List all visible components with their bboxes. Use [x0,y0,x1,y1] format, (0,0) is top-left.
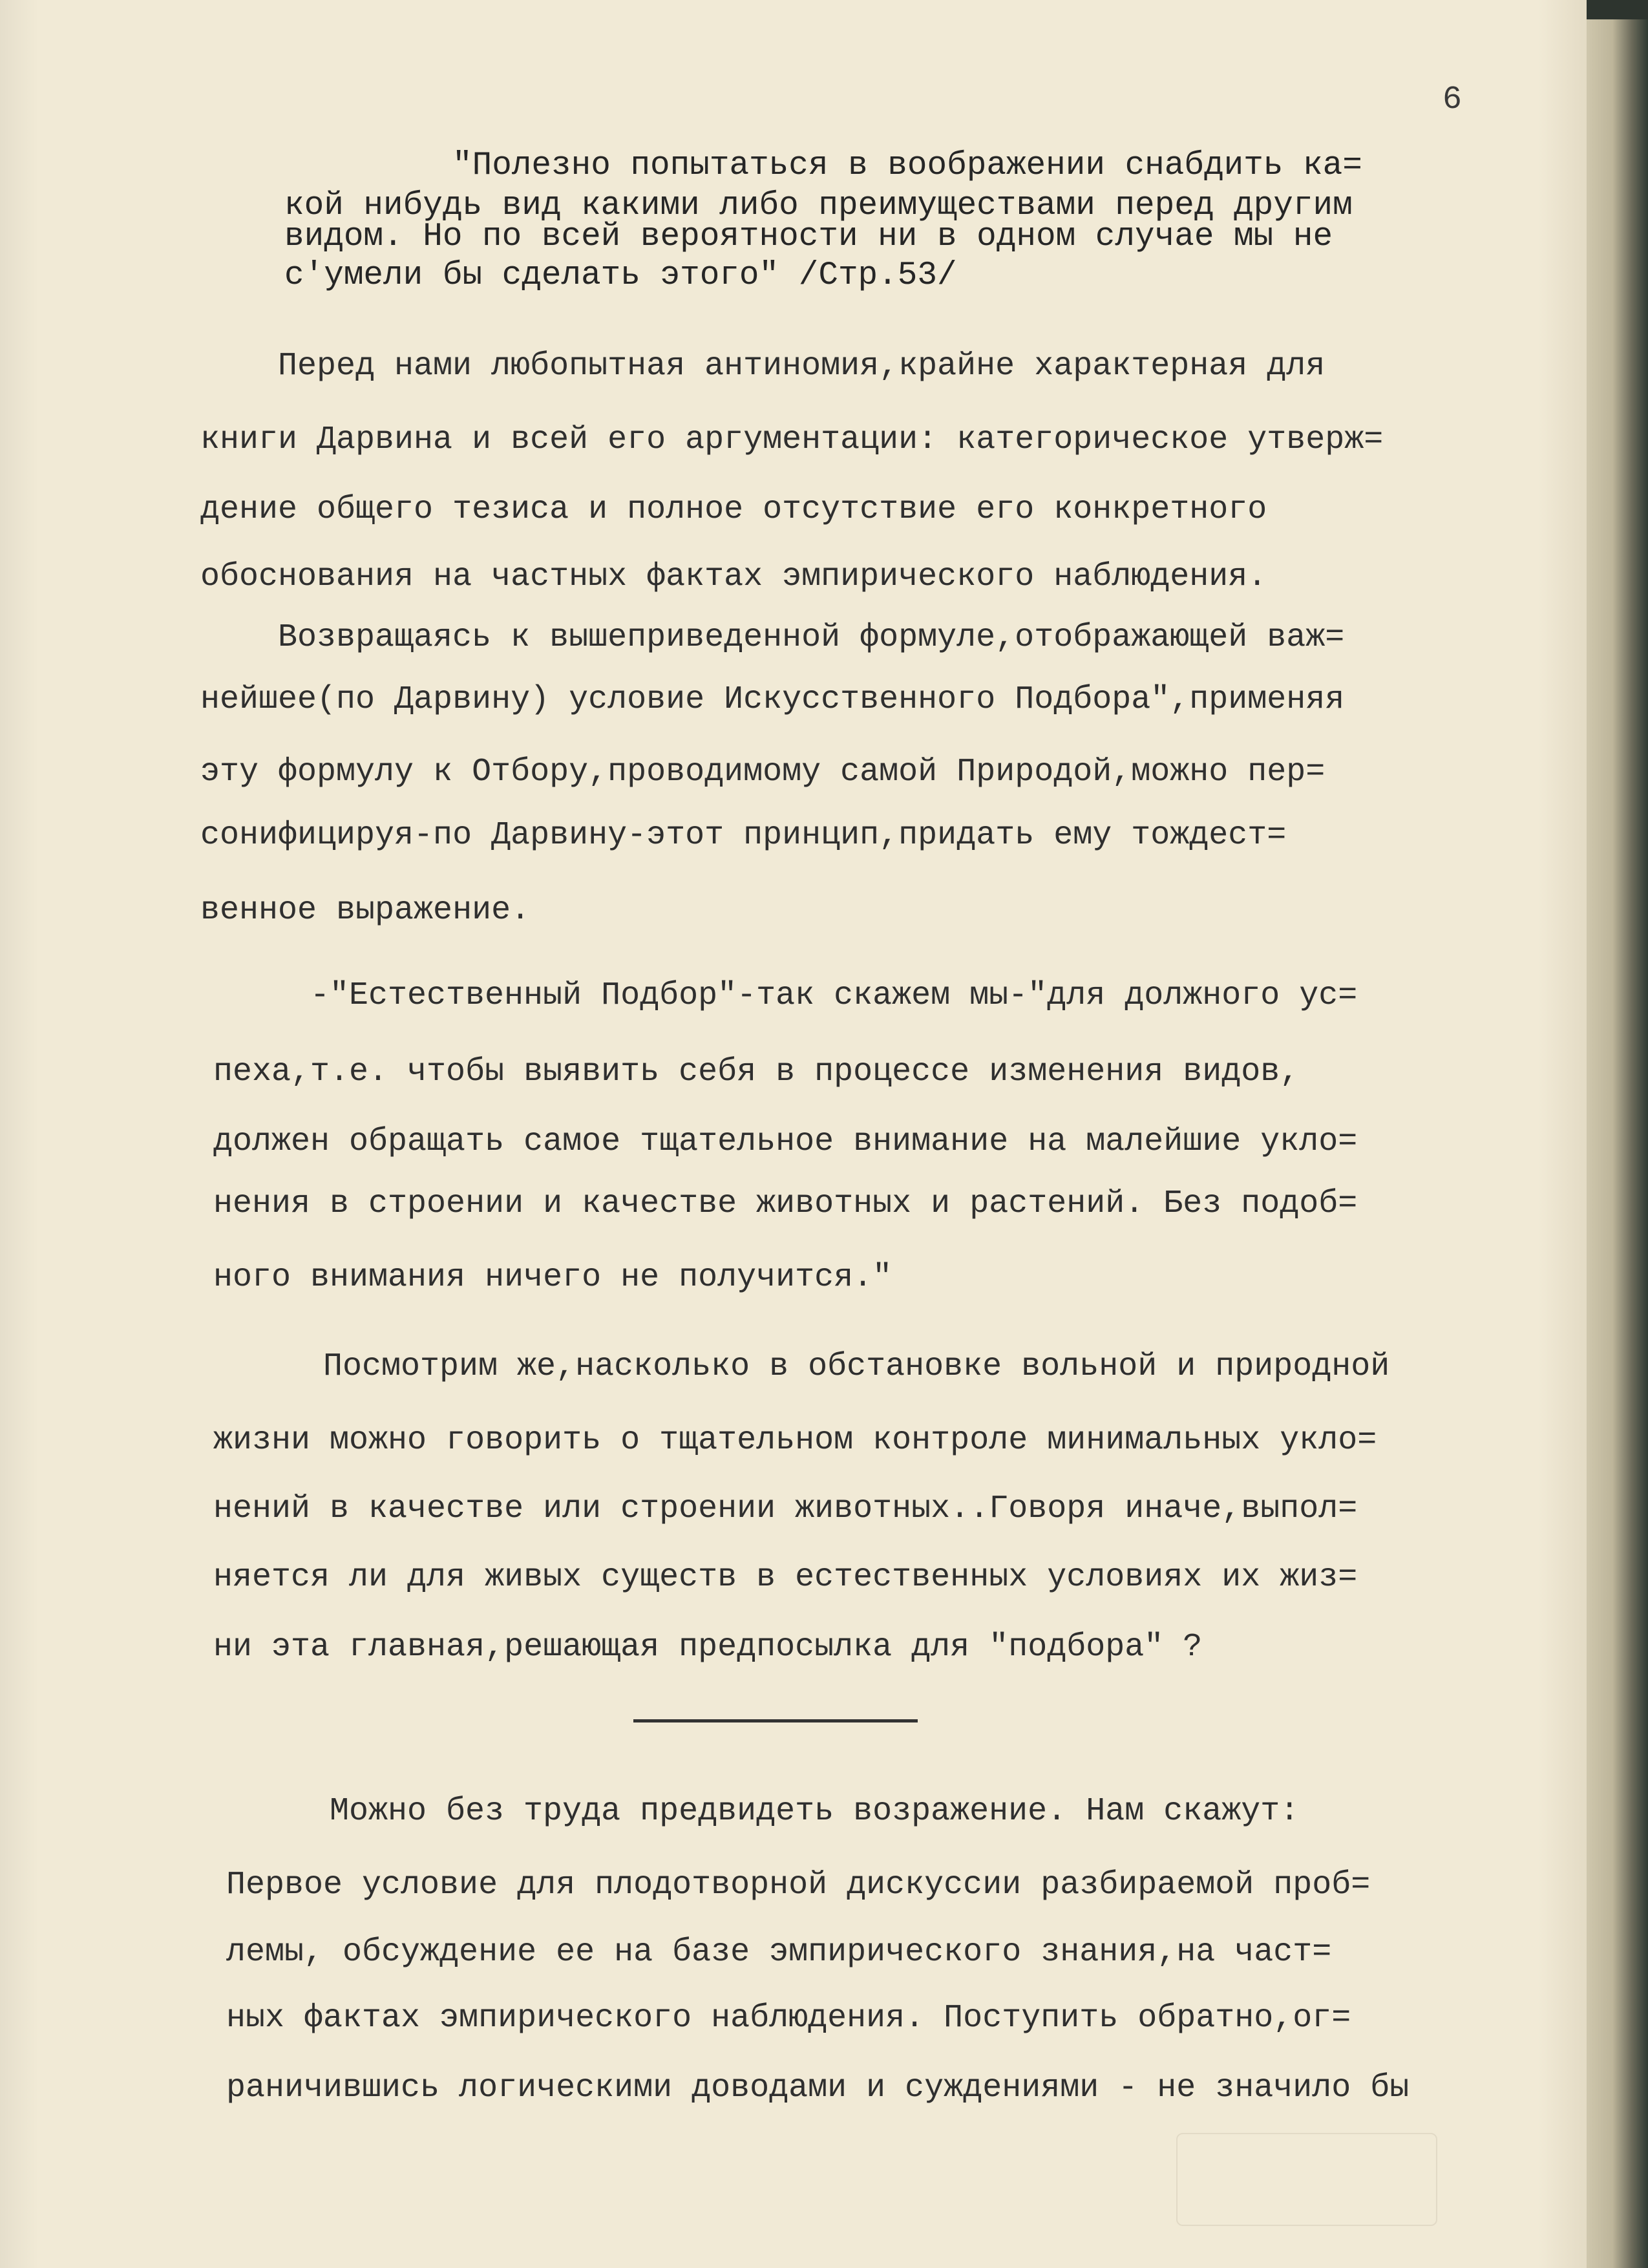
text-line: ных фактах эмпирического наблюдения. Поступить обратно,ог= [226,2000,1351,2037]
background-corner [1587,0,1648,19]
text-line: раничившись логическими доводами и суждениями - не значило бы [226,2070,1410,2106]
quote-line: кой нибудь вид какими либо преимуществами перед другим [284,187,1353,224]
text-line: сонифицируя-по Дарвину-этот принцип,придать ему тождест= [200,817,1287,854]
text-line: ни эта главная,решающая предпосылка для "подбора" ? [213,1629,1203,1666]
text-line: Можно без труда предвидеть возражение. Нам скажут: [330,1793,1300,1830]
text-line: книги Дарвина и всей его аргументации: категорическое утверж= [200,421,1384,458]
quote-line: с'умели бы сделать этого" /Стр.53/ [284,257,957,294]
text-line: жизни можно говорить о тщательном контроле минимальных укло= [213,1422,1377,1459]
text-line: должен обращать самое тщательное внимание на малейшие укло= [213,1123,1358,1160]
text-line: няется ли для живых существ в естественных условиях их жиз= [213,1559,1358,1596]
section-divider [633,1719,918,1722]
text-line: нейшее(по Дарвину) условие Искусственного Подбора",применяя [200,681,1345,718]
text-line: Возвращаясь к вышеприведенной формуле,отображающей важ= [278,619,1345,656]
text-line: лемы, обсуждение ее на базе эмпирического знания,на част= [226,1934,1332,1971]
text-line: нений в качестве или строении животных..Говоря иначе,выпол= [213,1490,1358,1527]
quote-line: "Полезно попытаться в воображении снабдить ка= [452,147,1362,184]
quote-line: видом. Но по всей вероятности ни в одном случае мы не [284,218,1333,255]
faint-stamp-mark [1176,2133,1437,2226]
text-line: Посмотрим же,насколько в обстановке вольной и природной [323,1348,1390,1385]
text-line: нения в строении и качестве животных и растений. Без подоб= [213,1185,1358,1222]
text-line: венное выражение. [200,892,531,929]
text-line: пеха,т.е. чтобы выявить себя в процессе изменения видов, [213,1054,1300,1090]
text-line: эту формулу к Отбору,проводимому самой Природой,можно пер= [200,754,1326,790]
text-line: обоснования на частных фактах эмпирического наблюдения. [200,558,1267,595]
page-number: 6 [1442,81,1463,118]
underlying-sheet-edge [1587,0,1648,2268]
text-line: Первое условие для плодотворной дискуссии разбираемой проб= [226,1867,1371,1903]
text-line: дение общего тезиса и полное отсутствие его конкретного [200,491,1267,528]
text-line: -"Естественный Подбор"-так скажем мы-"для должного ус= [310,977,1358,1014]
text-line: Перед нами любопытная антиномия,крайне характерная для [278,348,1326,385]
text-line: ного внимания ничего не получится." [213,1259,893,1296]
